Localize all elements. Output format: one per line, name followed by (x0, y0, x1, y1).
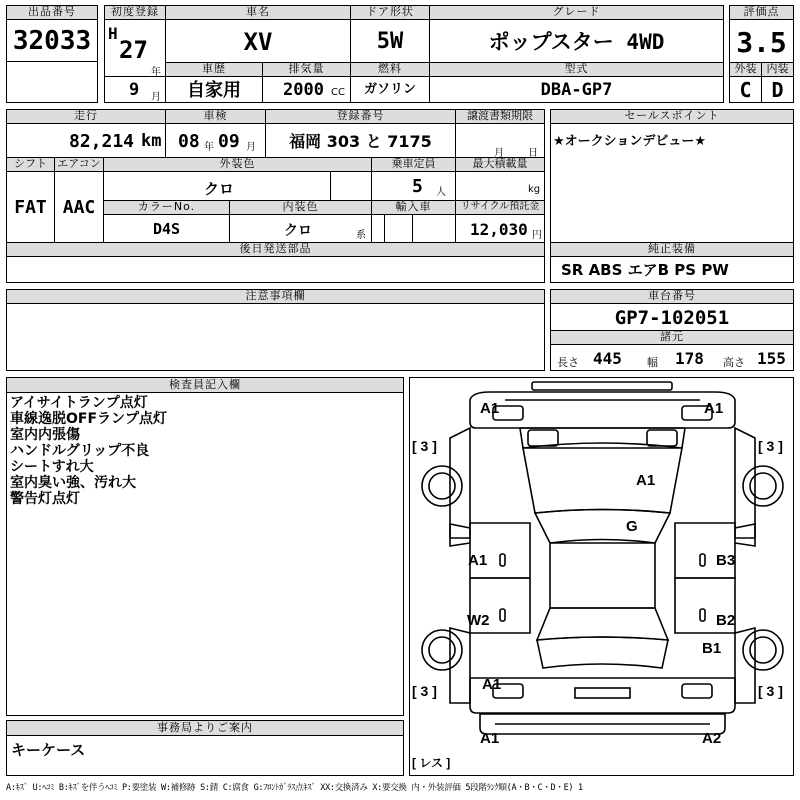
ac: AAC (54, 171, 104, 243)
lot-blank (6, 61, 98, 103)
plate-number: 福岡 303 と 7175 (265, 123, 456, 158)
ext-color-label: 外装色 (103, 157, 372, 172)
inspection-label: 車検 (165, 109, 266, 124)
load (455, 171, 545, 201)
mileage-label: 走行 (6, 109, 166, 124)
width-label: 幅 (647, 356, 658, 369)
reg-year: 27 (119, 36, 148, 64)
import (371, 214, 456, 243)
inspector-line: ハンドルグリップ不良 (10, 443, 150, 459)
office-notice (6, 735, 404, 776)
recycle-fee (455, 214, 545, 243)
int-grade: D (761, 76, 794, 103)
history: 自家用 (165, 76, 263, 103)
transfer-month-unit: 月 (494, 148, 504, 158)
tire-front-left: [ 3 ] (412, 438, 437, 454)
notes (6, 303, 545, 371)
car-outline (410, 378, 795, 777)
inspector-label: 検査員記入欄 (6, 377, 404, 393)
length-label: 長さ (557, 356, 579, 369)
cc-unit: CC (331, 87, 345, 98)
mark-left-front-door: A1 (468, 552, 488, 569)
inspector-line: 車線逸脱OFFランプ点灯 (10, 411, 168, 427)
width: 178 (675, 349, 704, 368)
damage-diagram (409, 377, 794, 776)
tire-front-right: [ 3 ] (758, 438, 783, 454)
import-label: 輸入車 (371, 200, 456, 215)
car-name: XV (165, 19, 351, 63)
reg-month: 9 (129, 80, 140, 100)
mark-right-rear-door: B2 (716, 612, 736, 629)
later-parts-label: 後日発送部品 (6, 242, 545, 257)
inspector-line: アイサイトランプ点灯 (10, 395, 148, 411)
era: H (108, 24, 118, 43)
insp-month: 09 (218, 131, 240, 152)
inspector-notes (6, 392, 404, 716)
load-label: 最大積載量 (455, 157, 545, 172)
first-reg-year (104, 19, 166, 77)
tire-rear-right: [ 3 ] (758, 683, 783, 699)
transfer-day-unit: 日 (528, 148, 538, 158)
import-divider-2 (412, 215, 413, 243)
recycle-value: 12,030 (470, 220, 528, 239)
model-label: 型式 (429, 62, 724, 77)
int-color-value: クロ (284, 223, 312, 239)
history-label: 車歴 (165, 62, 263, 77)
transfer-label: 譲渡書類期限 (455, 109, 545, 124)
mark-rear-right: A2 (702, 730, 722, 747)
equipment-label: 純正装備 (550, 242, 794, 257)
year-unit: 年 (151, 67, 161, 77)
shift-label: シフト (6, 157, 55, 172)
capacity-value: 5 (412, 176, 423, 197)
inspector-line: 室内臭い強、汚れ大 (10, 475, 136, 491)
dimensions-label: 諸元 (550, 330, 794, 345)
color-no: D4S (103, 214, 230, 243)
mark-rear-left: A1 (480, 730, 500, 747)
height-label: 高さ (723, 356, 745, 369)
recycle-label: リサイクル預託金 (455, 200, 545, 215)
fuel-label: 燃料 (350, 62, 430, 77)
inspection (165, 123, 266, 158)
chassis-number: GP7-102051 (550, 303, 794, 331)
capacity (371, 171, 456, 201)
displacement (262, 76, 351, 103)
score: 3.5 (729, 19, 794, 63)
mark-front-left: A1 (480, 400, 500, 417)
mark-front-right: A1 (704, 400, 724, 417)
capacity-unit: 人 (436, 187, 446, 198)
mark-left-rear: A1 (482, 676, 502, 693)
km-unit: km (141, 131, 162, 151)
grade-label: グレード (429, 5, 724, 20)
height: 155 (757, 349, 786, 368)
door-type: 5W (350, 19, 430, 63)
length: 445 (593, 349, 622, 368)
int-color (229, 214, 372, 243)
color-no-label: カラーNo. (103, 200, 230, 215)
mark-right-rear-wheel: B1 (702, 640, 722, 657)
inspector-line: シートすれ大 (10, 459, 94, 475)
notes-label: 注意事項欄 (6, 289, 545, 304)
displacement-label: 排気量 (262, 62, 351, 77)
first-reg-month (104, 76, 166, 103)
capacity-label: 乗車定員 (371, 157, 456, 172)
score-label: 評価点 (729, 5, 794, 20)
int-color-label: 内装色 (229, 200, 372, 215)
mark-right-front-door: B3 (716, 552, 736, 569)
mileage (6, 123, 166, 158)
office-label: 事務局よりご案内 (6, 720, 404, 736)
int-grade-label: 内装 (761, 62, 794, 77)
recycle-unit: 円 (532, 230, 542, 241)
shift: FAT (6, 171, 55, 243)
transfer-deadline (455, 123, 545, 158)
month-unit: 月 (151, 92, 161, 103)
ext-color-value: クロ (204, 180, 235, 198)
mark-left-rear-door: W2 (467, 612, 490, 629)
mark-hood: A1 (636, 472, 656, 489)
spare-tire: [ レス ] (412, 756, 451, 770)
chassis-label: 車台番号 (550, 289, 794, 304)
ext-color (103, 171, 372, 201)
ext-grade-label: 外装 (729, 62, 762, 77)
selling-point-label: セールスポイント (550, 109, 794, 124)
mark-roof: G (626, 518, 638, 535)
int-color-unit: 系 (356, 230, 366, 241)
car-name-label: 車名 (165, 5, 351, 20)
dimensions (550, 344, 794, 371)
insp-month-unit: 月 (246, 142, 256, 153)
selling-point-text: ★オークションデビュー★ (553, 134, 707, 149)
legend: A:ｷｽﾞ U:ﾍｺﾐ B:ｷｽﾞを伴うﾍｺﾐ P:要塗装 W:補修跡 S:錆 C:腐食 G:ﾌﾛﾝﾄｶﾞﾗｽ点ｷｽﾞ XX:交換済み X:要交換 内・外装評価 5段階ﾗﾝｸ順(A・B・C・D・E) 1 (6, 783, 583, 793)
tire-rear-left: [ 3 ] (412, 683, 437, 699)
fuel: ガソリン (350, 76, 430, 103)
grade: ポップスター 4WD (429, 19, 724, 63)
displacement-value: 2000 (283, 80, 324, 100)
model: DBA-GP7 (429, 76, 724, 103)
mileage-value: 82,214 (69, 131, 135, 152)
door-label: ドア形状 (350, 5, 430, 20)
inspector-line: 室内内張傷 (10, 427, 80, 443)
lot-number: 32033 (6, 19, 98, 62)
plate-label: 登録番号 (265, 109, 456, 124)
lot-no-label: 出品番号 (6, 5, 98, 20)
selling-point (550, 123, 794, 243)
ac-label: エアコン (54, 157, 104, 172)
insp-year: 08 (178, 131, 200, 152)
office-text: キーケース (11, 741, 86, 759)
ext-grade: C (729, 76, 762, 103)
inspector-line: 警告灯点灯 (10, 491, 80, 507)
insp-year-unit: 年 (204, 142, 214, 153)
equipment: SR ABS エアB PS PW (550, 256, 794, 283)
import-divider-1 (384, 215, 385, 243)
later-parts (6, 256, 545, 283)
first-reg-label: 初度登録 (104, 5, 166, 20)
load-unit: kg (528, 184, 541, 195)
ext-color-divider (330, 172, 331, 201)
